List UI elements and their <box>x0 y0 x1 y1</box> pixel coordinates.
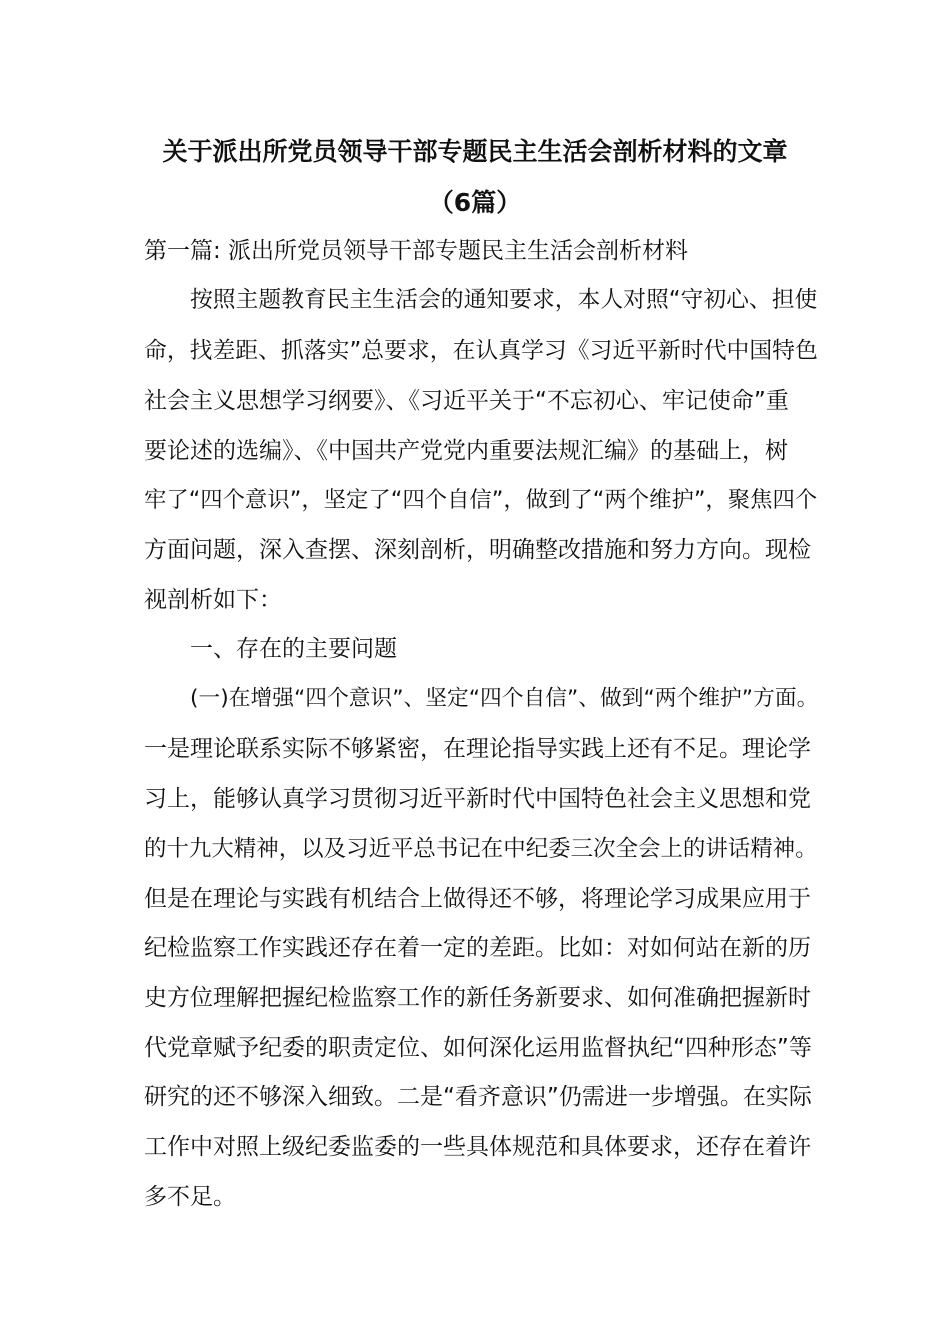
paragraph-line: (一)在增强“四个意识”、坚定“四个自信”、做到“两个维护”方面。 <box>190 686 819 711</box>
paragraph-line: 要论述的选编》、《中国共产党党内重要法规汇编》的基础上，树 <box>144 438 788 464</box>
paragraph-line: 但是在理论与实践有机结合上做得还不够，将理论学习成果应用于 <box>144 886 811 912</box>
paragraph-line: 视剖析如下： <box>144 587 282 613</box>
paragraph-line: 命，找差距、抓落实”总要求，在认真学习《习近平新时代中国特色 <box>144 338 818 364</box>
paragraph-line: 的十九大精神，以及习近平总书记在中纪委三次全会上的讲话精神。 <box>144 836 818 862</box>
section-heading: 一、存在的主要问题 <box>190 636 397 662</box>
paragraph-line: 工作中对照上级纪委监委的一些具体规范和具体要求，还存在着许 <box>144 1134 811 1160</box>
paragraph-line: 纪检监察工作实践还存在着一定的差距。比如：对如何站在新的历 <box>144 935 811 961</box>
paragraph-line: 方面问题，深入查摆、深刻剖析，明确整改措施和努力方向。现检 <box>144 537 811 563</box>
paragraph-line: 牢了“四个意识”，坚定了“四个自信”，做到了“两个维护”，聚焦四个 <box>144 487 818 513</box>
paragraph-line: 多不足。 <box>144 1184 236 1210</box>
document-title: 关于派出所党员领导干部专题民主生活会剖析材料的文章 <box>162 137 788 166</box>
paragraph-line: 代党章赋予纪委的职责定位、如何深化运用监督执纪“四种形态”等 <box>144 1035 812 1061</box>
paragraph-line: 研究的还不够深入细致。二是“看齐意识”仍需进一步增强。在实际 <box>144 1084 812 1110</box>
paragraph-line: 史方位理解把握纪检监察工作的新任务新要求、如何准确把握新时 <box>144 985 811 1011</box>
paragraph-line: 社会主义思想学习纲要》、《习近平关于“不忘初心、牢记使命”重 <box>144 388 789 414</box>
document-title-count: （6篇） <box>428 188 522 217</box>
paragraph-line: 按照主题教育民主生活会的通知要求，本人对照“守初心、担使 <box>190 287 818 313</box>
paragraph-line: 习上，能够认真学习贯彻习近平新时代中国特色社会主义思想和党 <box>144 786 811 812</box>
chapter-heading: 第一篇: 派出所党员领导干部专题民主生活会剖析材料 <box>144 238 689 264</box>
paragraph-line: 一是理论联系实际不够紧密，在理论指导实践上还有不足。理论学 <box>144 736 811 762</box>
